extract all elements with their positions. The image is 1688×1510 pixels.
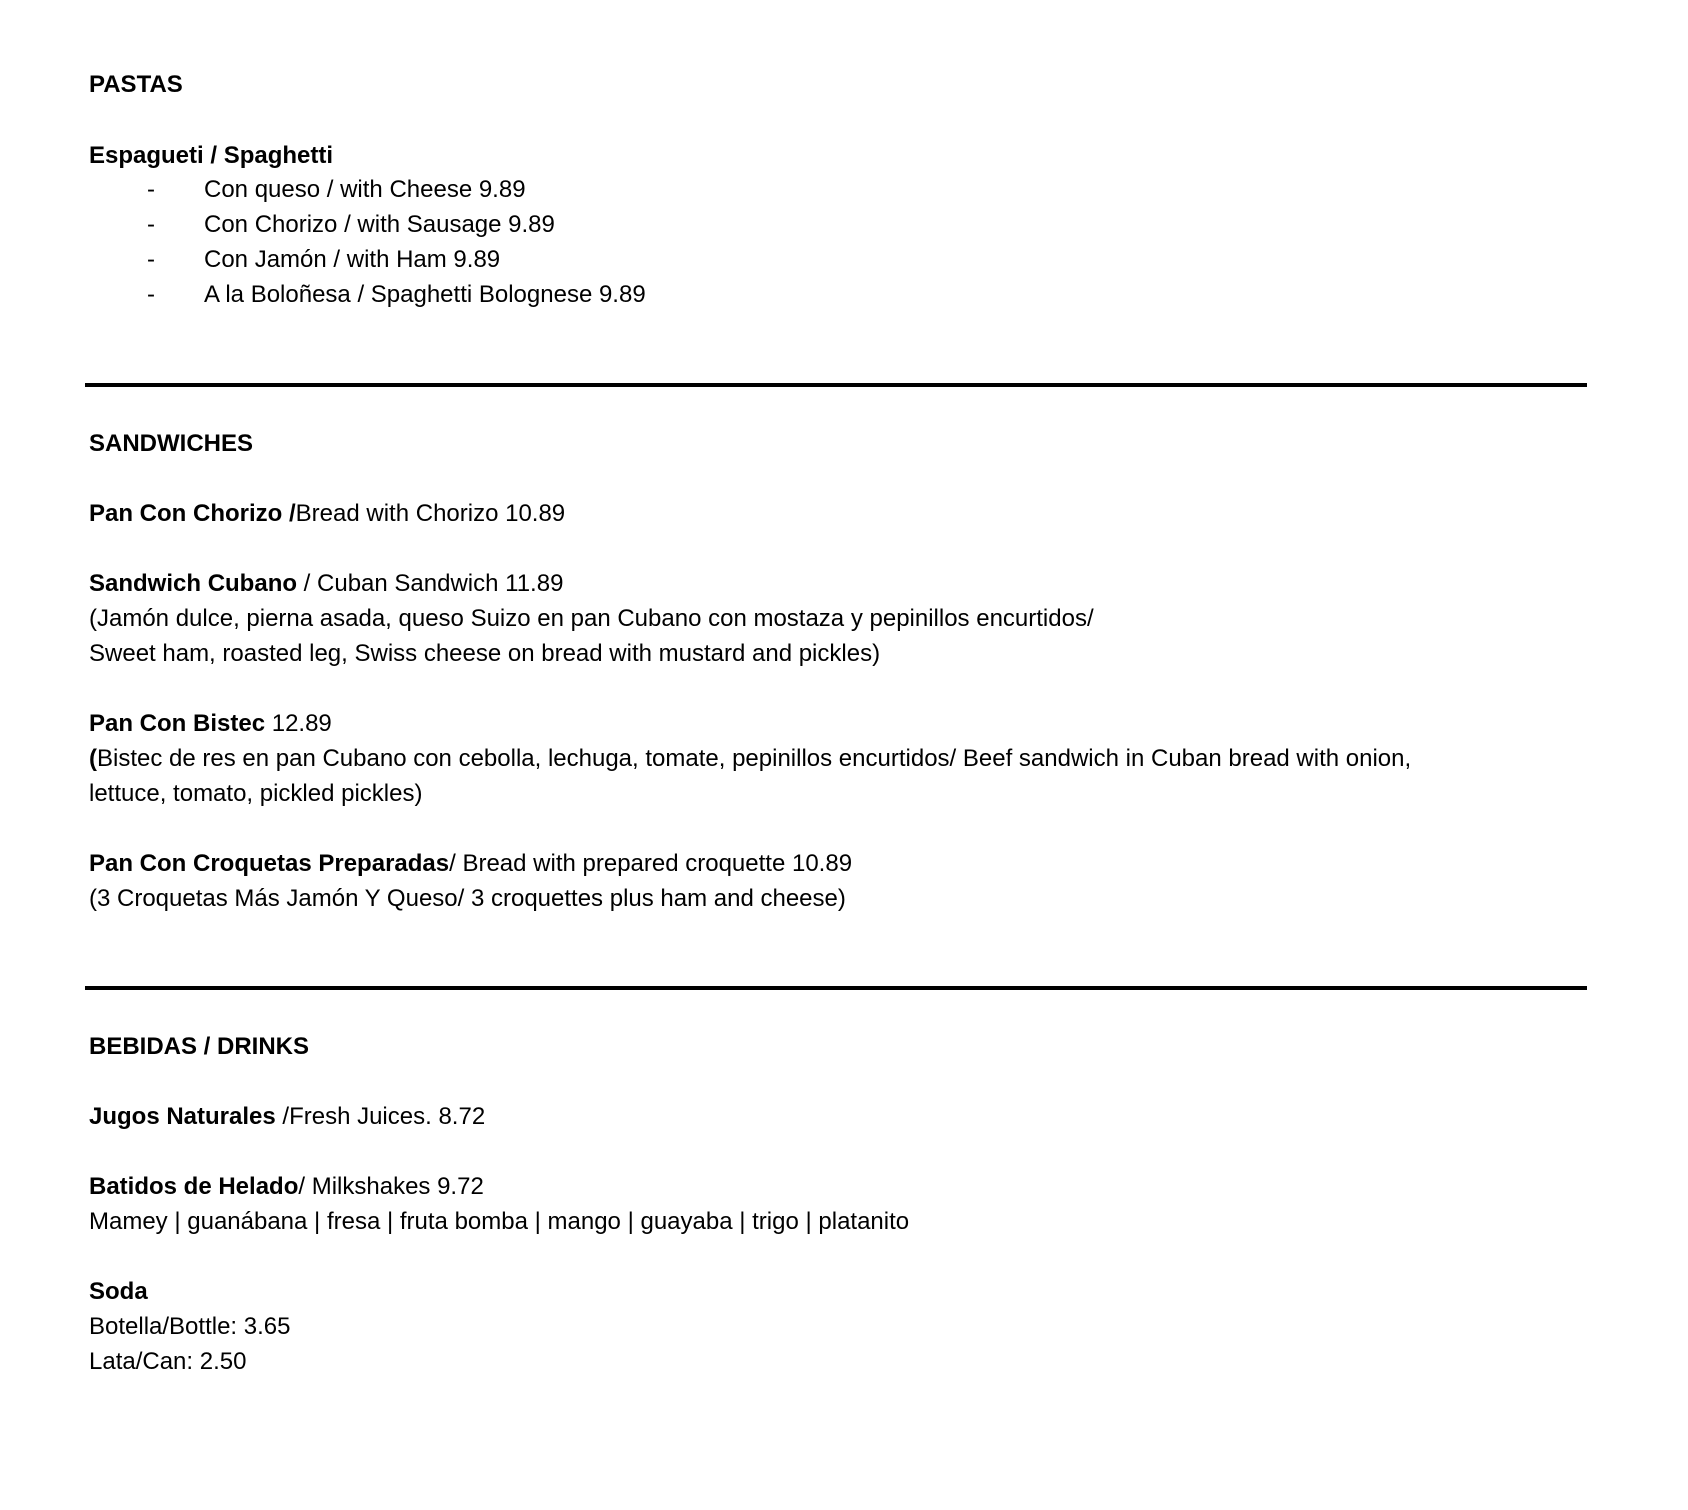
item-name: Sandwich Cubano <box>89 570 298 597</box>
list-item: Con queso / with Cheese 9.89 <box>204 176 526 203</box>
list-bullet: - <box>147 281 155 308</box>
menu-item-jugos-naturales <box>89 1099 485 1134</box>
item-description: Sweet ham, roasted leg, Swiss cheese on bread with mustard and pickles) <box>89 640 881 667</box>
item-name: Batidos de Helado <box>89 1173 299 1200</box>
list-bullet: - <box>147 246 155 273</box>
section-divider <box>85 986 1587 990</box>
section-heading-drinks: BEBIDAS / DRINKS <box>89 1033 310 1060</box>
section-heading-pastas: PASTAS <box>89 71 183 98</box>
item-detail: / Bread with prepared croquette 10.89 <box>449 850 853 877</box>
section-divider <box>85 383 1587 387</box>
flavor-list: Mamey | guanábana | fresa | fruta bomba | mango | guayaba | trigo | platanito <box>89 1208 910 1235</box>
list-item: Con Chorizo / with Sausage 9.89 <box>204 211 555 238</box>
item-name: Pan Con Chorizo / <box>89 500 296 527</box>
item-description: (Jamón dulce, pierna asada, queso Suizo en pan Cubano con mostaza y pepinillos encurtidos/ <box>89 605 1094 632</box>
item-name: Pan Con Croquetas Preparadas <box>89 850 450 877</box>
soda-bottle-price: Botella/Bottle: 3.65 <box>89 1313 291 1340</box>
menu-item-batidos <box>89 1169 484 1204</box>
item-description: (3 Croquetas Más Jamón Y Queso/ 3 croquettes plus ham and cheese) <box>89 885 846 912</box>
list-bullet: - <box>147 211 155 238</box>
menu-item-pan-con-chorizo <box>89 496 565 531</box>
item-detail: Bread with Chorizo 10.89 <box>295 500 566 527</box>
menu-item-soda: Soda <box>89 1278 148 1305</box>
soda-can-price: Lata/Can: 2.50 <box>89 1348 247 1375</box>
item-description: lettuce, tomato, pickled pickles) <box>89 780 423 807</box>
item-detail: /Fresh Juices. 8.72 <box>275 1103 486 1130</box>
item-detail: 12.89 <box>265 710 332 737</box>
item-name: Pan Con Bistec <box>89 710 266 737</box>
item-name: Jugos Naturales <box>89 1103 276 1130</box>
menu-item-sandwich-cubano <box>89 566 563 601</box>
menu-item-pan-con-bistec <box>89 706 332 741</box>
list-item: A la Boloñesa / Spaghetti Bolognese 9.89 <box>204 281 646 308</box>
item-description: (Bistec de res en pan Cubano con cebolla, lechuga, tomate, pepinillos encurtidos/ Beef sandwich in Cuban bread with onion, <box>89 745 1412 772</box>
section-heading-sandwiches: SANDWICHES <box>89 430 254 457</box>
list-item: Con Jamón / with Ham 9.89 <box>204 246 501 273</box>
spaghetti-title: Espagueti / Spaghetti <box>89 142 334 169</box>
item-detail: / Cuban Sandwich 11.89 <box>297 570 564 597</box>
item-detail: / Milkshakes 9.72 <box>298 1173 484 1200</box>
menu-item-pan-con-croquetas <box>89 846 852 881</box>
list-bullet: - <box>147 176 155 203</box>
